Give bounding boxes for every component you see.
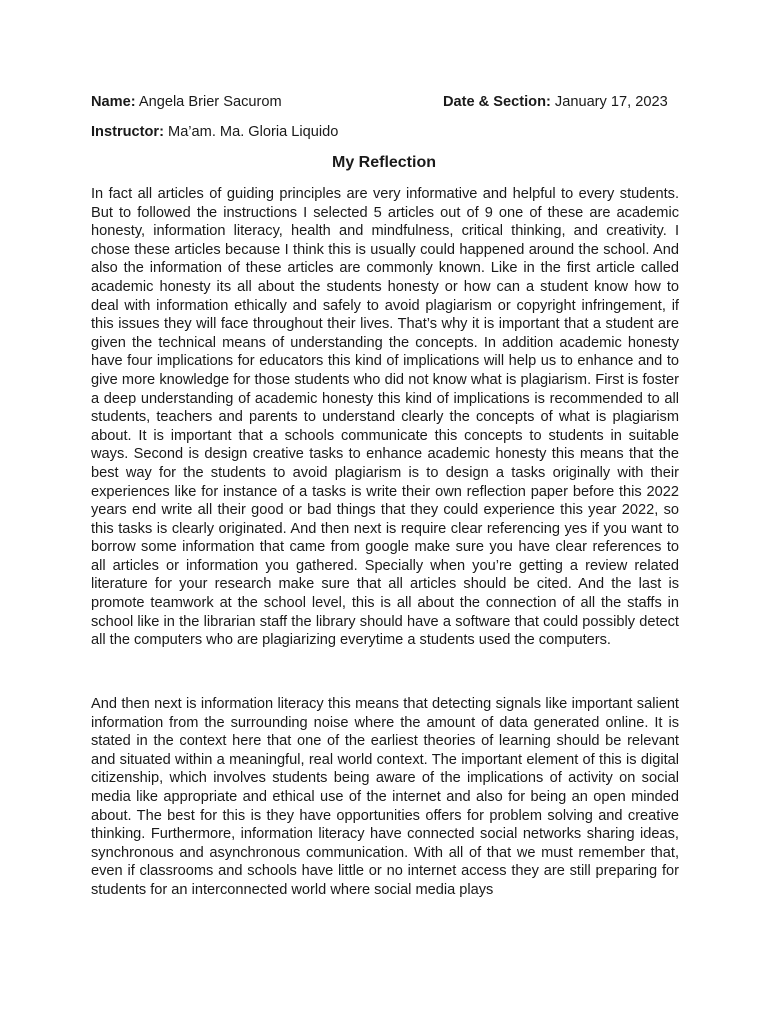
date-section-label: Date & Section: xyxy=(443,94,551,110)
body-paragraph: In fact all articles of guiding principles are very informative and helpful to every students. But to followed the instructions I selected 5 articles out of 9 one of these are academic honesty, information literacy, health and mindfulness, critical thinking, and creativity. I chose these articles because I think this is usually could happened around the school. And also the information of these articles are commonly known. Like in the first article called academic honesty its all about the students honesty or how can a student know how to deal with information ethically and safely to avoid plagiarism or copyright infringement, if this issues they will face throughout their lives. That’s why it is important that a student are given the technical means of understanding the concepts. In addition academic honesty have four implications for educators this kind of implications will help us to enhance and to give more knowledge for those students who did not know what is plagiarism. First is foster a deep understanding of academic honesty this kind of implications is recommended to all students, teachers and parents to understand clearly the concepts of what is plagiarism about. It is important that a schools communicate this concepts to students in suitable ways. Second is design creative tasks to enhance academic honesty this means that the best way for the students to avoid plagiarism is to design a tasks originally with their experiences like for instance of a tasks is write their own reflection paper before this 2022 years end write all their good or bad things that they could experience this year 2022, so this tasks is clearly originated. And then next is require clear referencing yes if you want to borrow some information that came from google make sure you have clear references to all articles or information you gathered. Specially when you’re getting a review related literature for your research make sure that all articles should be cited. And the last is promote teamwork at the school level, this is all about the connection of all the staffs in school like in the librarian staff the library should have a software that could possibly detect all the computers who are plagiarizing everytime a students used the computers. xyxy=(91,186,679,649)
instructor-line xyxy=(91,123,338,141)
date-section-value: January 17, 2023 xyxy=(554,94,668,110)
name-line xyxy=(91,93,282,111)
instructor-value: Ma’am. Ma. Gloria Liquido xyxy=(168,124,339,140)
name-value: Angela Brier Sacurom xyxy=(138,94,282,110)
date-section-line xyxy=(443,93,668,111)
name-label: Name: xyxy=(91,94,136,110)
instructor-label: Instructor: xyxy=(91,124,164,140)
body-paragraph: And then next is information literacy this means that detecting signals like important salient information from the surrounding noise where the amount of data generated online. It is stated in the context here that one of the earliest theories of learning should be relevant and situated within a meaningful, real world context. The important element of this is digital citizenship, which involves students being aware of the implications of activity on social media like appropriate and ethical use of the internet and also for being an open minded about. The best for this is they have opportunities offers for problem solving and creative thinking. Furthermore, information literacy have connected social networks sharing ideas, synchronous and asynchronous communication. With all of that we must remember that, even if classrooms and schools have little or no internet access they are still preparing for students for an interconnected world where social media plays xyxy=(91,696,679,898)
document-title: My Reflection xyxy=(331,154,436,171)
